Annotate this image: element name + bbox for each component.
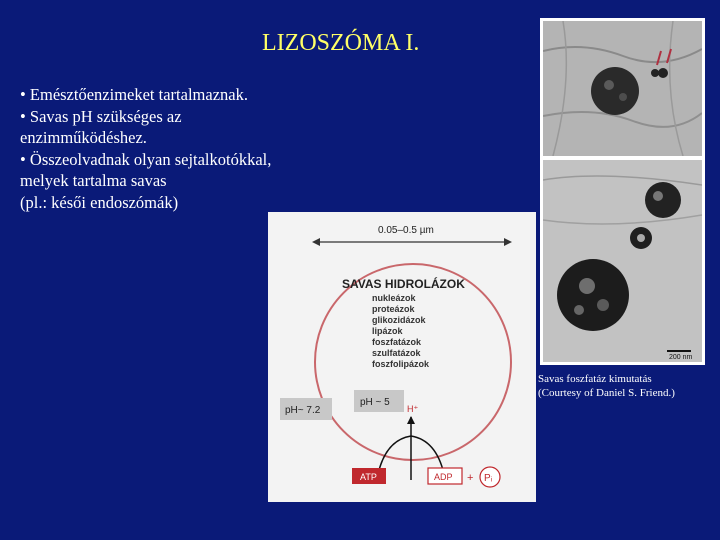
scale-bar-label: 200 nm <box>669 354 693 361</box>
atp-label: ATP <box>360 472 377 482</box>
enzyme-item: nukleázok <box>372 293 416 303</box>
pi-label: Pᵢ <box>484 473 493 484</box>
lysosome-diagram <box>268 212 536 502</box>
micrograph-top-panel <box>543 21 702 156</box>
slide-title: LIZOSZÓMA I. <box>262 30 420 56</box>
bullet-line: • Savas pH szükséges az <box>20 106 182 126</box>
enzyme-item: glikozidázok <box>372 315 426 325</box>
micrograph-caption <box>538 372 718 400</box>
caption-line: (Courtesy of Daniel S. Friend.) <box>538 387 675 399</box>
enzyme-item: szulfatázok <box>372 348 421 358</box>
proton-label: H⁺ <box>407 404 419 414</box>
hydrolase-heading: SAVAS HIDROLÁZOK <box>342 277 465 291</box>
bullet-line: melyek tartalma savas <box>20 171 167 190</box>
outer-ph-label: pH~ 7.2 <box>285 405 321 416</box>
bullet-line: (pl.: késői endoszómák) <box>20 192 179 212</box>
plus-sign: + <box>467 472 474 484</box>
bullet-line: • Emésztőenzimeket tartalmaznak. <box>20 85 248 104</box>
size-label: 0.05–0.5 µm <box>378 225 434 236</box>
micrograph-bottom-panel <box>543 160 702 362</box>
bullet-line: • Összeolvadnak olyan sejtalkotókkal, <box>20 149 272 169</box>
inner-ph-label: pH ~ 5 <box>360 397 390 408</box>
micrograph <box>540 18 705 365</box>
bullet-list <box>20 84 320 213</box>
enzyme-item: foszfatázok <box>372 337 422 347</box>
bullet-line: enzimműködéshez. <box>20 128 147 147</box>
adp-label: ADP <box>434 472 453 482</box>
caption-line: Savas foszfatáz kimutatás <box>538 373 652 385</box>
enzyme-item: proteázok <box>372 304 415 314</box>
enzyme-item: lipázok <box>372 326 403 336</box>
enzyme-item: foszfolipázok <box>372 359 430 369</box>
